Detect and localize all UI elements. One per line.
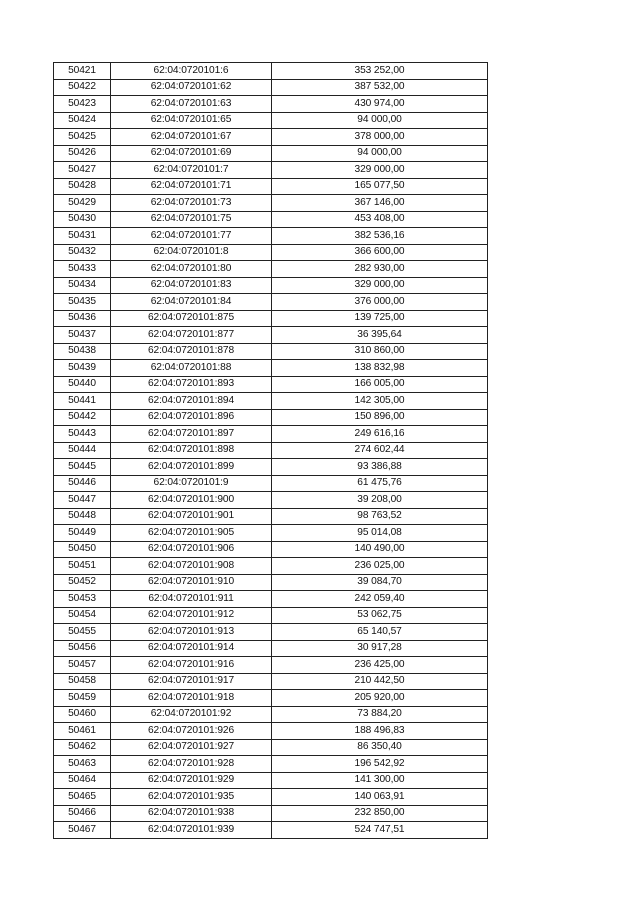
table-row [54,376,488,393]
row-number-cell: 50433 [54,261,111,278]
table-row [54,459,488,476]
table-row [54,558,488,575]
cadastral-number-cell: 62:04:0720101:927 [111,739,272,756]
row-number-cell: 50427 [54,162,111,179]
cadastral-value-cell: 387 532,00 [272,79,488,96]
row-number-cell: 50460 [54,706,111,723]
cadastral-number-cell: 62:04:0720101:901 [111,508,272,525]
table-row [54,591,488,608]
row-number-cell: 50466 [54,805,111,822]
cadastral-value-cell: 236 025,00 [272,558,488,575]
cadastral-value-cell: 376 000,00 [272,294,488,311]
row-number-cell: 50448 [54,508,111,525]
row-number-cell: 50428 [54,178,111,195]
cadastral-value-cell: 141 300,00 [272,772,488,789]
cadastral-value-cell: 430 974,00 [272,96,488,113]
cadastral-value-cell: 139 725,00 [272,310,488,327]
cadastral-value-cell: 366 600,00 [272,244,488,261]
table-body [54,63,488,839]
table-row [54,393,488,410]
row-number-cell: 50424 [54,112,111,129]
row-number-cell: 50438 [54,343,111,360]
table-row [54,228,488,245]
row-number-cell: 50461 [54,723,111,740]
cadastral-number-cell: 62:04:0720101:65 [111,112,272,129]
cadastral-number-cell: 62:04:0720101:893 [111,376,272,393]
cadastral-number-cell: 62:04:0720101:84 [111,294,272,311]
table-row [54,640,488,657]
cadastral-value-cell: 310 860,00 [272,343,488,360]
table-row [54,145,488,162]
table-row [54,739,488,756]
row-number-cell: 50445 [54,459,111,476]
cadastral-number-cell: 62:04:0720101:900 [111,492,272,509]
row-number-cell: 50430 [54,211,111,228]
row-number-cell: 50435 [54,294,111,311]
cadastral-number-cell: 62:04:0720101:894 [111,393,272,410]
cadastral-value-cell: 94 000,00 [272,145,488,162]
table-row [54,310,488,327]
row-number-cell: 50440 [54,376,111,393]
row-number-cell: 50457 [54,657,111,674]
row-number-cell: 50456 [54,640,111,657]
row-number-cell: 50453 [54,591,111,608]
table-row [54,508,488,525]
row-number-cell: 50442 [54,409,111,426]
table-row [54,409,488,426]
row-number-cell: 50421 [54,63,111,80]
cadastral-number-cell: 62:04:0720101:897 [111,426,272,443]
cadastral-number-cell: 62:04:0720101:926 [111,723,272,740]
cadastral-value-cell: 138 832,98 [272,360,488,377]
cadastral-value-cell: 166 005,00 [272,376,488,393]
cadastral-number-cell: 62:04:0720101:938 [111,805,272,822]
cadastral-number-cell: 62:04:0720101:875 [111,310,272,327]
cadastral-number-cell: 62:04:0720101:916 [111,657,272,674]
cadastral-number-cell: 62:04:0720101:898 [111,442,272,459]
row-number-cell: 50458 [54,673,111,690]
cadastral-value-table [53,62,488,839]
cadastral-number-cell: 62:04:0720101:899 [111,459,272,476]
table-row [54,112,488,129]
cadastral-value-cell: 150 896,00 [272,409,488,426]
cadastral-number-cell: 62:04:0720101:914 [111,640,272,657]
table-row [54,723,488,740]
row-number-cell: 50441 [54,393,111,410]
cadastral-value-cell: 453 408,00 [272,211,488,228]
cadastral-number-cell: 62:04:0720101:913 [111,624,272,641]
table-row [54,657,488,674]
cadastral-value-cell: 86 350,40 [272,739,488,756]
row-number-cell: 50467 [54,822,111,839]
table-row [54,690,488,707]
cadastral-number-cell: 62:04:0720101:9 [111,475,272,492]
cadastral-value-cell: 329 000,00 [272,277,488,294]
cadastral-number-cell: 62:04:0720101:63 [111,96,272,113]
cadastral-number-cell: 62:04:0720101:75 [111,211,272,228]
cadastral-value-cell: 188 496,83 [272,723,488,740]
cadastral-value-cell: 232 850,00 [272,805,488,822]
table-row [54,211,488,228]
cadastral-number-cell: 62:04:0720101:62 [111,79,272,96]
cadastral-value-cell: 329 000,00 [272,162,488,179]
cadastral-number-cell: 62:04:0720101:83 [111,277,272,294]
row-number-cell: 50463 [54,756,111,773]
cadastral-number-cell: 62:04:0720101:80 [111,261,272,278]
cadastral-number-cell: 62:04:0720101:878 [111,343,272,360]
cadastral-value-cell: 73 884,20 [272,706,488,723]
row-number-cell: 50432 [54,244,111,261]
cadastral-value-cell: 367 146,00 [272,195,488,212]
cadastral-value-cell: 93 386,88 [272,459,488,476]
table-row [54,789,488,806]
cadastral-number-cell: 62:04:0720101:928 [111,756,272,773]
table-row [54,673,488,690]
table-row [54,822,488,839]
cadastral-value-cell: 98 763,52 [272,508,488,525]
table-row [54,525,488,542]
cadastral-value-cell: 242 059,40 [272,591,488,608]
table-row [54,261,488,278]
table-row [54,756,488,773]
cadastral-value-cell: 382 536,16 [272,228,488,245]
cadastral-number-cell: 62:04:0720101:71 [111,178,272,195]
table-row [54,195,488,212]
table-row [54,805,488,822]
row-number-cell: 50437 [54,327,111,344]
row-number-cell: 50464 [54,772,111,789]
cadastral-number-cell: 62:04:0720101:929 [111,772,272,789]
row-number-cell: 50443 [54,426,111,443]
cadastral-number-cell: 62:04:0720101:69 [111,145,272,162]
cadastral-value-cell: 205 920,00 [272,690,488,707]
table-row [54,624,488,641]
cadastral-number-cell: 62:04:0720101:877 [111,327,272,344]
table-row [54,96,488,113]
cadastral-value-cell: 94 000,00 [272,112,488,129]
cadastral-value-cell: 210 442,50 [272,673,488,690]
row-number-cell: 50422 [54,79,111,96]
table-row [54,360,488,377]
cadastral-value-cell: 30 917,28 [272,640,488,657]
cadastral-value-cell: 36 395,64 [272,327,488,344]
row-number-cell: 50426 [54,145,111,162]
row-number-cell: 50431 [54,228,111,245]
cadastral-value-cell: 524 747,51 [272,822,488,839]
row-number-cell: 50465 [54,789,111,806]
cadastral-value-cell: 282 930,00 [272,261,488,278]
cadastral-number-cell: 62:04:0720101:910 [111,574,272,591]
cadastral-number-cell: 62:04:0720101:939 [111,822,272,839]
cadastral-value-cell: 236 425,00 [272,657,488,674]
cadastral-number-cell: 62:04:0720101:911 [111,591,272,608]
row-number-cell: 50444 [54,442,111,459]
row-number-cell: 50439 [54,360,111,377]
cadastral-value-cell: 378 000,00 [272,129,488,146]
cadastral-value-cell: 249 616,16 [272,426,488,443]
cadastral-value-cell: 142 305,00 [272,393,488,410]
cadastral-value-cell: 274 602,44 [272,442,488,459]
table-row [54,63,488,80]
table-row [54,162,488,179]
table-row [54,574,488,591]
cadastral-value-cell: 353 252,00 [272,63,488,80]
cadastral-value-cell: 95 014,08 [272,525,488,542]
cadastral-number-cell: 62:04:0720101:92 [111,706,272,723]
cadastral-number-cell: 62:04:0720101:7 [111,162,272,179]
table-row [54,607,488,624]
table-row [54,706,488,723]
table-row [54,426,488,443]
cadastral-number-cell: 62:04:0720101:8 [111,244,272,261]
table-row [54,327,488,344]
row-number-cell: 50454 [54,607,111,624]
cadastral-number-cell: 62:04:0720101:67 [111,129,272,146]
cadastral-number-cell: 62:04:0720101:6 [111,63,272,80]
cadastral-number-cell: 62:04:0720101:77 [111,228,272,245]
cadastral-number-cell: 62:04:0720101:912 [111,607,272,624]
row-number-cell: 50434 [54,277,111,294]
row-number-cell: 50446 [54,475,111,492]
cadastral-value-cell: 196 542,92 [272,756,488,773]
cadastral-value-cell: 53 062,75 [272,607,488,624]
table-row [54,79,488,96]
cadastral-number-cell: 62:04:0720101:896 [111,409,272,426]
cadastral-value-cell: 61 475,76 [272,475,488,492]
table-row [54,772,488,789]
table-row [54,277,488,294]
cadastral-number-cell: 62:04:0720101:88 [111,360,272,377]
row-number-cell: 50447 [54,492,111,509]
cadastral-value-cell: 65 140,57 [272,624,488,641]
row-number-cell: 50451 [54,558,111,575]
row-number-cell: 50452 [54,574,111,591]
row-number-cell: 50436 [54,310,111,327]
table-row [54,294,488,311]
cadastral-number-cell: 62:04:0720101:908 [111,558,272,575]
row-number-cell: 50455 [54,624,111,641]
row-number-cell: 50450 [54,541,111,558]
row-number-cell: 50423 [54,96,111,113]
cadastral-value-cell: 39 208,00 [272,492,488,509]
cadastral-number-cell: 62:04:0720101:918 [111,690,272,707]
table-row [54,343,488,360]
cadastral-number-cell: 62:04:0720101:906 [111,541,272,558]
table-row [54,178,488,195]
row-number-cell: 50425 [54,129,111,146]
table-row [54,442,488,459]
table-row [54,475,488,492]
table-row [54,129,488,146]
cadastral-number-cell: 62:04:0720101:917 [111,673,272,690]
table-row [54,541,488,558]
cadastral-value-cell: 39 084,70 [272,574,488,591]
cadastral-number-cell: 62:04:0720101:935 [111,789,272,806]
cadastral-number-cell: 62:04:0720101:905 [111,525,272,542]
cadastral-value-cell: 140 063,91 [272,789,488,806]
cadastral-value-cell: 140 490,00 [272,541,488,558]
table-row [54,492,488,509]
row-number-cell: 50429 [54,195,111,212]
row-number-cell: 50449 [54,525,111,542]
row-number-cell: 50459 [54,690,111,707]
cadastral-number-cell: 62:04:0720101:73 [111,195,272,212]
row-number-cell: 50462 [54,739,111,756]
table-row [54,244,488,261]
cadastral-value-cell: 165 077,50 [272,178,488,195]
